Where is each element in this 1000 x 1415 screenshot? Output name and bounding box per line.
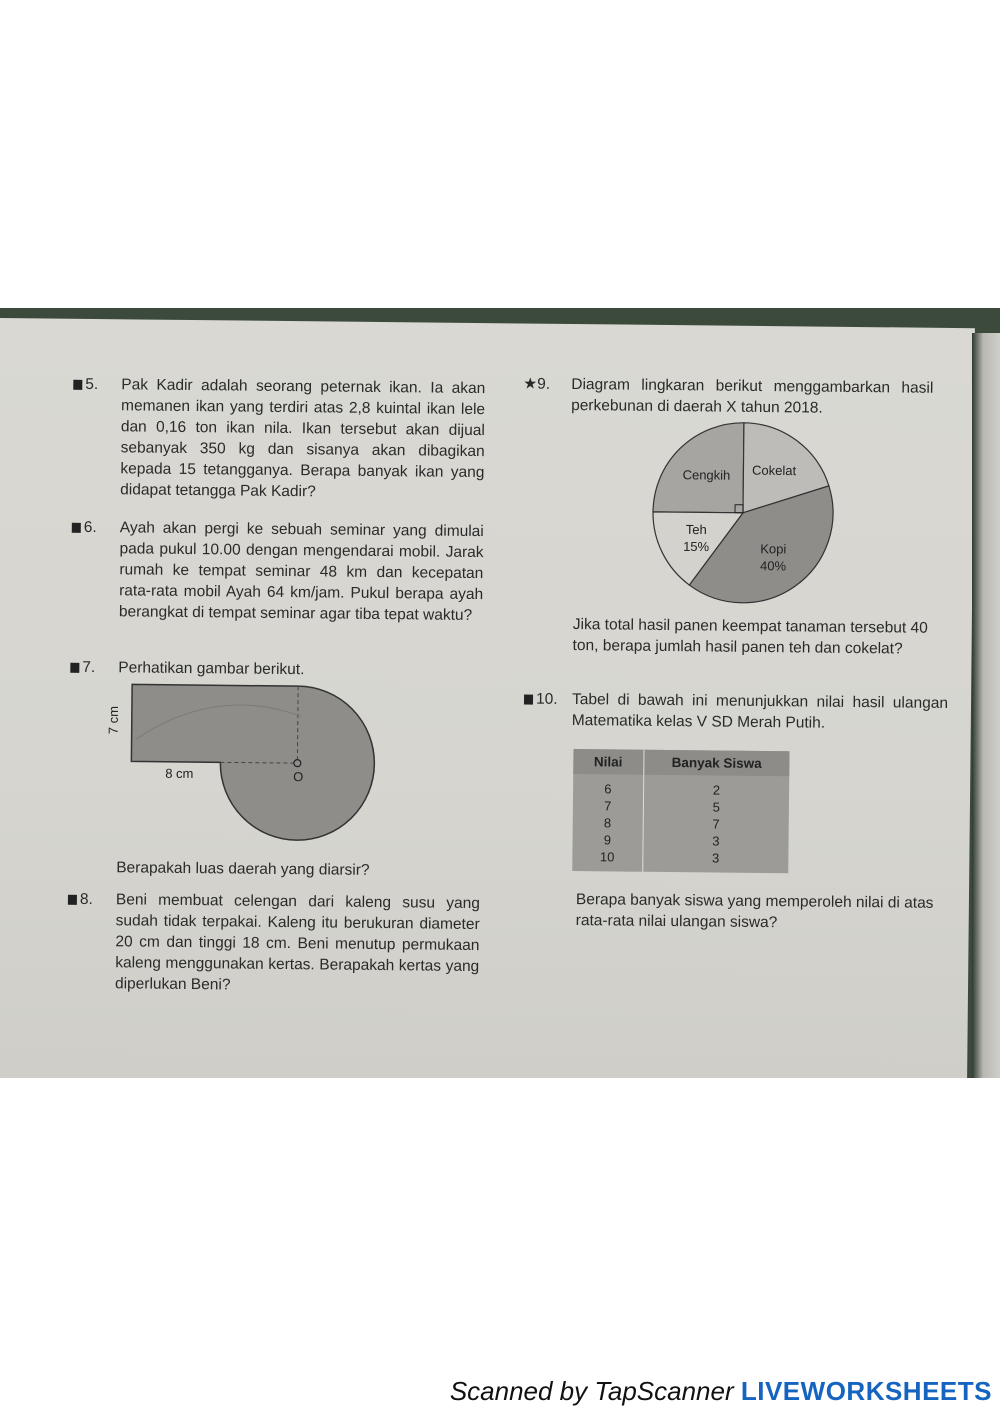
table-cell: 6: [573, 774, 643, 798]
table-row: [572, 848, 788, 873]
question-8-text: Beni membuat celengan dari kaleng susu yang sudah tidak terpakai. Kaleng itu berukuran diameter 20 cm dan tinggi 18 cm. Beni menutup permukaan kaleng menggunakan kertas. Berapakah kertas yang diperlukan Beni?: [114, 891, 480, 994]
textbook-page: [0, 318, 975, 1078]
score-table: [572, 749, 789, 873]
width-label: 8 cm: [165, 765, 194, 782]
question-6-text: Ayah akan pergi ke sebuah seminar yang dimulai pada pukul 10.00 dengan mengendarai mobil. Jarak rumah ke tempat seminar 48 km dan kecepatan rata-rata mobil Ayah 64 km/jam. Pukul berapa ayah berangkat di tempat seminar agar tiba tepat waktu?: [118, 519, 484, 624]
pie-label-teh: Teh: [685, 521, 707, 538]
table-header-nilai: Nilai: [573, 749, 643, 775]
question-6-number: 6.: [72, 517, 97, 538]
footer: [450, 1376, 992, 1407]
pie-label-cokelat: Cokelat: [752, 462, 797, 479]
question-9: [523, 373, 933, 419]
table-cell: 7: [712, 816, 720, 832]
question-5-number: 5.: [73, 374, 98, 395]
table-cell: 10: [572, 848, 642, 872]
shaded-figure: [104, 679, 386, 872]
table-header-row: [573, 749, 789, 776]
question-10-prompt-text: Berapa banyak siswa yang memperoleh nilai di atas rata-rata nilai ulangan siswa?: [575, 891, 934, 932]
liveworksheets-logo: LIVEWORKSHEETS: [740, 1376, 992, 1406]
table-cell: 2: [712, 782, 721, 798]
question-10-text: Tabel di bawah ini menunjukkan nilai hasil ulangan Matematika kelas V SD Merah Putih.: [571, 691, 949, 732]
question-8: [67, 889, 480, 998]
photo-background: [0, 308, 1000, 1078]
table-cell: 3: [712, 833, 720, 849]
question-7: [70, 657, 482, 682]
question-10-number: 10.: [524, 689, 558, 710]
question-9-prompt: [572, 614, 944, 660]
question-9-number: ★9.: [523, 375, 551, 393]
question-10: [524, 689, 948, 735]
question-6: [71, 517, 484, 626]
pie-label-kopi: Kopi: [760, 541, 787, 557]
table-cell: 5: [712, 799, 720, 815]
table-cell: 3: [712, 850, 720, 866]
center-label: O: [293, 769, 304, 785]
scanned-by-text: Scanned by TapScanner: [449, 1376, 734, 1406]
question-10-prompt: [576, 889, 956, 935]
question-9-prompt-text: Jika total hasil panen keempat tanaman tersebut 40 ton, berapa jumlah hasil panen teh dan cokelat?: [572, 616, 928, 658]
table-cell: 7: [573, 797, 643, 815]
question-7-number: 7.: [70, 657, 95, 678]
pie-value-teh: 15%: [683, 538, 710, 555]
table-row: [573, 774, 789, 799]
pie-label-cengkih: Cengkih: [682, 467, 731, 483]
table-header-banyak-siswa: Banyak Siswa: [643, 750, 789, 777]
pie-value-kopi: 40%: [760, 558, 787, 574]
question-5-text: Pak Kadir adalah seorang peternak ikan. Ia akan memanen ikan yang terdiri atas 2,8 kuintal ikan lele dan 0,16 ton ikan nila. Ikan tersebut akan dijual sebanyak 350 kg dan sisanya akan dibagikan kepada 15 tetangganya. Berapa banyak ikan yang didapat tetangga Pak Kadir?: [120, 376, 486, 501]
question-7-text: Perhatikan gambar berikut.: [118, 659, 305, 679]
page-edge: [972, 333, 1000, 1078]
table-cell: 8: [573, 814, 643, 832]
question-7-prompt-text: Berapakah luas daerah yang diarsir?: [116, 859, 370, 879]
question-7-prompt: [116, 857, 476, 882]
table-cell: 9: [572, 831, 642, 849]
pie-chart: [647, 417, 839, 609]
question-5: [72, 374, 485, 504]
height-label: 7 cm: [105, 705, 121, 735]
question-9-text: Diagram lingkaran berikut menggambarkan hasil perkebunan di daerah X tahun 2018.: [571, 375, 934, 417]
question-8-number: 8.: [68, 889, 93, 910]
